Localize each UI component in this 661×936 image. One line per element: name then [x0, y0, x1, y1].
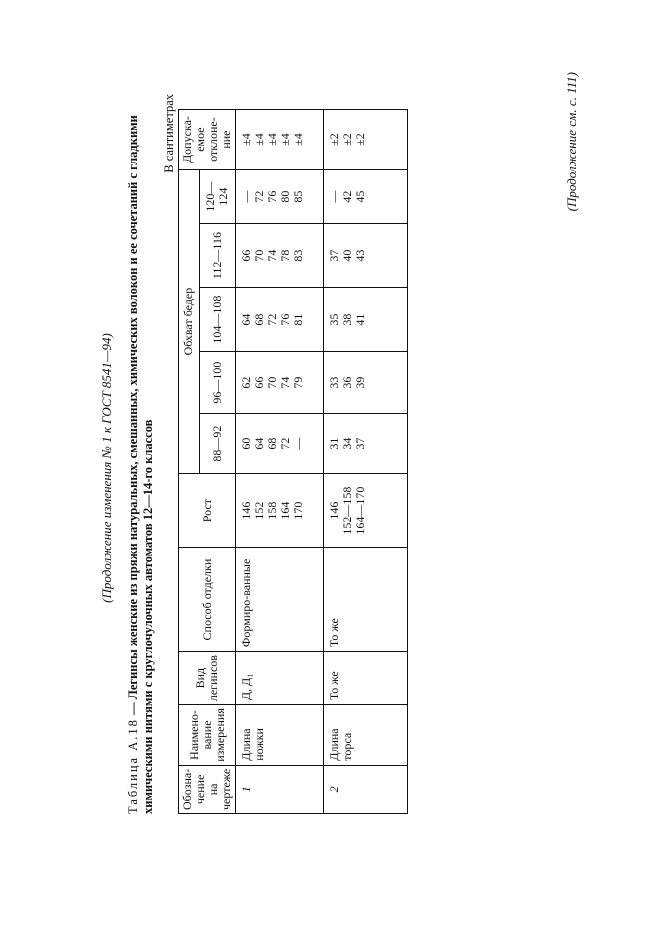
- header-measure-name: Наимено-вание измерения: [179, 705, 236, 766]
- continuation-note-bottom: (Продолжение см. с. 111): [564, 72, 579, 212]
- cell-finish: Формиро-ванные: [236, 548, 324, 652]
- table-title: — Легинсы женские из пряжи натуральных, смешанных, химических волокон и ее сочетаний с гладкими химическими нитями с круглочулочных автоматов 12—14-го классов: [126, 115, 155, 814]
- header-finish: Способ отделки: [179, 548, 236, 652]
- header-hip-size: 112—116: [199, 224, 235, 288]
- cell-hip-values: 60 64 68 72 —: [236, 414, 324, 474]
- cell-finish: То же: [324, 548, 408, 652]
- table-row: [324, 110, 408, 814]
- table-caption: [126, 94, 156, 814]
- cell-type: То же: [324, 652, 408, 705]
- units-label: В сантиметрах: [162, 94, 176, 173]
- cell-measure-name: Длина торса: [324, 705, 408, 766]
- cell-hip-values: 35 38 41: [324, 288, 408, 352]
- cell-hip-values: 31 34 37: [324, 414, 408, 474]
- header-designation: Обозна-чение на чертеже: [179, 765, 236, 813]
- cell-tolerance: ±2 ±2 ±2: [324, 110, 408, 170]
- cell-hip-values: 66 70 74 78 83: [236, 224, 324, 288]
- cell-hip-values: 64 68 72 76 81: [236, 288, 324, 352]
- continuation-note-top: (Продолжение изменения № 1 к ГОСТ 8541—94): [99, 333, 114, 603]
- header-type: Вид легинсов: [179, 652, 236, 705]
- cell-hip-values: 37 40 43: [324, 224, 408, 288]
- table-row: [236, 110, 324, 814]
- table-number: Таблица А.18: [126, 718, 140, 814]
- header-hip-size: 120—124: [199, 170, 235, 224]
- cell-heights: 146 152—158 164—170: [324, 474, 408, 548]
- header-hip-size: 88—92: [199, 414, 235, 474]
- cell-hip-values: — 72 76 80 85: [236, 170, 324, 224]
- header-hip-group: Обхват бедер: [179, 170, 200, 474]
- header-tolerance: Допуска-емое отклоне-ние: [179, 110, 236, 170]
- header-hip-size: 104—108: [199, 288, 235, 352]
- header-hip-size: 96—100: [199, 352, 235, 414]
- cell-measure-name: Длина ножки: [236, 705, 324, 766]
- size-table: [178, 109, 408, 814]
- cell-type: Д, Д₁: [236, 652, 324, 705]
- cell-heights: 146 152 158 164 170: [236, 474, 324, 548]
- header-height: Рост: [179, 474, 236, 548]
- cell-designation: 1: [236, 765, 324, 813]
- cell-hip-values: 33 36 39: [324, 352, 408, 414]
- cell-hip-values: 62 66 70 74 79: [236, 352, 324, 414]
- cell-tolerance: ±4 ±4 ±4 ±4 ±4: [236, 110, 324, 170]
- cell-hip-values: — 42 45: [324, 170, 408, 224]
- cell-designation: 2: [324, 765, 408, 813]
